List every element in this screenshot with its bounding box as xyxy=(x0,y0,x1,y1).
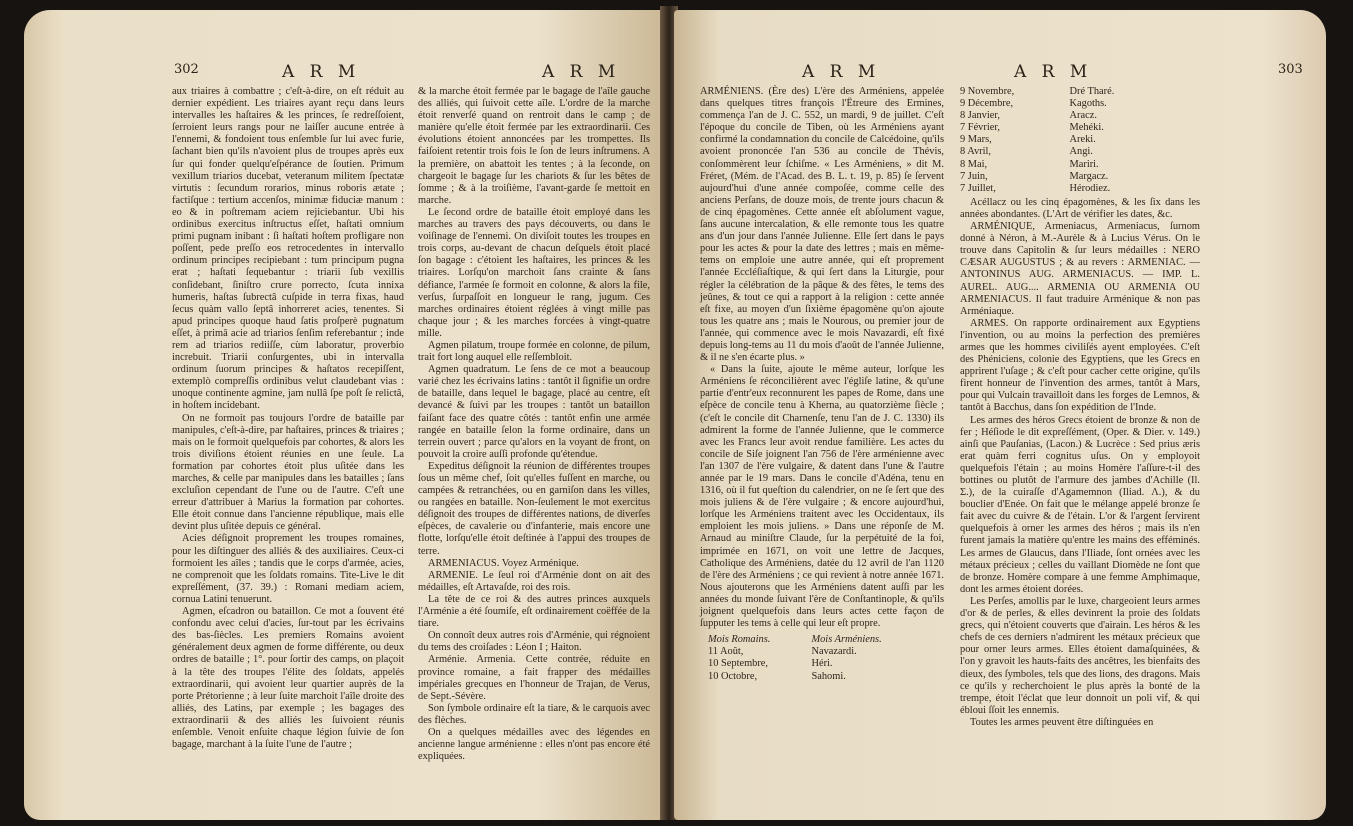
roman-month: 9 Novembre, xyxy=(960,86,1015,97)
months-head-armenian: Mois Arméniens. xyxy=(811,634,882,646)
roman-month: 11 Août, xyxy=(708,646,744,658)
left-column-2 xyxy=(418,86,650,763)
paragraph: La tête de ce roi & des autres princes auxquels l'Arménie a été ſoumiſe, eſt ordinairement coëffée de la tiare. xyxy=(418,593,650,630)
roman-month: 7 Février, xyxy=(960,122,1000,134)
paragraph: « Dans la ſuite, ajoute le même auteur, lorſque les Arméniens ſe réconcilièrent avec l'égliſe latine, & qu'une partie d'entr'eux reconnurent les papes de Rome, dans une eſpèce de concile tenu à Kherna, au quatorzième ſiècle ; (c'eſt le concile dit Charnenſe, tenu l'an de J. C. 1330) ils admirent la forme de l'année Julienne, que le commerce avec les Francs leur avoit rendue familière. Les actes du concile de Siſe joignent l'an 756 de l'ère arménienne avec l'an 1307 de l'ère vulgaire, & datent dans l'une & l'autre année par le 19 mars. Dans le concile d'Adéna, tenu en 1316, où il fut queſtion du calendrier, on ne ſe ſert que des mois juliens & de l'ère vulgaire ; & encore aujourd'hui, lorſque les Arméniens traitent avec les Occidentaux, ils emploient les mois juliens. » Dans une réponſe de M. Arnaud au miniſtre Claude, ſur la perpétuité de la foi, imprimée en 1671, on voit une lettre de Jacques, Catholique des Arméniens, datée du 12 avril de l'an 1120 de l'ère des Arméniens ; ce qui revient à notre année 1671. Nous ajouterons que les Arméniens datent auſſi par les années du monde ſuivant l'ère de Conſtantinople, & qu'ils joignent quelquefois dans leurs actes cette façon de ſupputer les tems à celle qui leur eſt propre. xyxy=(700,364,944,630)
page-number-left: 302 xyxy=(174,62,199,77)
armenian-month: Margacz. xyxy=(1069,170,1109,182)
months-table-a xyxy=(708,634,928,682)
months-table-b xyxy=(960,86,1160,195)
month-row xyxy=(960,171,1160,183)
roman-month: 8 Janvier, xyxy=(960,110,1000,122)
paragraph: aux triaires à combattre ; c'eſt-à-dire, on eſt réduit au dernier expédient. Les triaires ayant reçu dans leurs intervalles les haſtaires & les princes, ſe redreſſoient, ſerroient leurs rangs pour ne laiſſer aucune entrée à l'ennemi, & fondoient tous enſemble ſur lui avec furie, ſachant bien qu'ils n'avoient plus de troupes après eux ſur qui fonder quelqu'eſpérance de ſoutien. Primum vexillum triarios ducebat, veteranum militem ſpectatæ virtutis : ſecundum rorarios, minus roboris ætate ; factiſque : tertium accenſos, minimæ fiduciæ manum : eo & in poſtremam aciem rejiciebantur. Ubi his ordinibus exercitus inſtructus eſſet, haſtati omnium primi pugnam inibant : ſi haſtati hoſtem profligare non poſſent, pede preſſo eos retrocedentes in intervallo ordinum principes recipiebant : tum principum pugna erat ; haſtati ſequebantur : triarii ſub vexillis conſidebant, ſiniſtro crure porrecto, ſcuta innixa humeris, haſtas ſubrectâ cuſpide in terra fixas, haud ſecus quàm vallo ſeptâ inhorreret acies, tenentes. Si apud principes quoque haud ſatis proſperè pugnatum eſſet, à primâ acie ad triarios ſenſim referebantur ; inde rem ad triarios rediiſſe, cùm laboratur, proverbio increbuit. Triarii conſurgentes, ubi in intervalla ordinum ſuorum principes & haſtatos recepiſſent, extemplò compreſſis ordinibus velut claudebant vias : unoque continente agmine, jam nullâ ſpe poſt ſe relictâ, in hoſtem incidebant. xyxy=(172,86,404,412)
right-column-2 xyxy=(960,86,1200,729)
paragraph: ARMÉNIENS. (Ère des) L'ère des Arméniens, appelée dans quelques titres françois l'Ëtreure des Ermines, commença l'an de J. C. 552, un mardi, 9 de juillet. C'eſt l'époque du concile de Tiben, où les Arméniens ayant confirmé la condamnation du concile de Calcédoine, qu'ils avoient prononcée l'an 536 au concile de Thévis, conſommèrent leur ſchiſme. « Les Arméniens, » dit M. Fréret, (Mém. de l'Acad. des B. L. t. 19, p. 85) ſe ſervent aujourd'hui d'une année compoſée, comme celle des anciens Perſans, de douze mois, de trente jours chacun & de cinq épagomènes. Cette année eſt abſolument vague, ſans aucune intercalation, & elle remonte tous les quatre ans d'un jour dans l'année Julienne. Elle ſert dans le pays pour les actes & pour la date des lettres ; mais en même-tems on emploie une autre année, qui eſt proprement l'année Eccléſiaſtique, & qui ſert dans la Liturgie, pour régler la célébration de la pâque & des fêtes, le tems des jeûnes, & tout ce qui a rapport à la religion : cette année eſt fixe, au moyen d'un ſixième épagomène qu'on ajoute tous les quatre ans ; mais le Nourous, ou premier jour de l'année, qui commence avec le mois Navazardi, eſt fixé depuis long-tems au 11 du mois d'août de l'année Julienne, & il ne s'en écarte plus. » xyxy=(700,86,944,364)
armenian-month: Sahomi. xyxy=(811,670,846,682)
paragraph: ARMENIE. Le ſeul roi d'Arménie dont on ait des médailles, eſt Artavaſde, roi des rois. xyxy=(418,569,650,593)
paragraph: ARMENIACUS. Voyez Arménique. xyxy=(428,557,579,569)
paragraph: Son ſymbole ordinaire eſt la tiare, & le carquois avec des flèches. xyxy=(418,702,650,726)
month-row xyxy=(708,658,928,670)
paragraph: Arménie. Armenia. Cette contrée, réduite en province romaine, a fait frapper des médailles impériales grecques en l'honneur de Trajan, de Verus, de Sept.-Sévère. xyxy=(418,654,650,702)
roman-month: 9 Décembre, xyxy=(960,98,1014,110)
armenian-month: Hérodiez. xyxy=(1069,182,1111,194)
month-row xyxy=(960,134,1160,146)
armenian-month: Aracz. xyxy=(1069,110,1097,122)
armenian-month: Areki. xyxy=(1069,134,1096,146)
roman-month: 10 Octobre, xyxy=(708,670,758,682)
roman-month: 7 Juin, xyxy=(960,170,988,182)
roman-month: 10 Septembre, xyxy=(708,658,769,670)
running-head-left-b: A R M xyxy=(542,62,621,82)
right-column-1 xyxy=(700,86,944,683)
armenian-month: Dré Tharé. xyxy=(1069,86,1115,97)
armenian-month: Mehéki. xyxy=(1069,122,1104,134)
months-head-roman: Mois Romains. xyxy=(708,634,771,646)
right-page xyxy=(674,10,1326,820)
armenian-month: Angi. xyxy=(1069,146,1093,158)
paragraph: Expeditus déſignoit la réunion de différentes troupes ſous un même chef, ſoit qu'elles fuſſent en marche, ou campées & retranchées, ou en garniſon dans les villes, ou rangées en bataille. Non-ſeulement le mot exercitus déſignoit des troupes de différentes nations, de diverſes eſpèces, de cavalerie ou d'infanterie, mais encore une flotte, lorſqu'elle étoit deſtinée à l'appui des troupes de terre. xyxy=(418,460,650,557)
month-row xyxy=(708,671,928,683)
running-head-right-b: A R M xyxy=(1014,62,1093,82)
roman-month: 7 Juillet, xyxy=(960,182,996,194)
month-row xyxy=(960,86,1160,98)
left-page xyxy=(24,10,664,820)
month-row xyxy=(708,646,928,658)
armenian-month: Kagoths. xyxy=(1069,98,1107,110)
running-head-left-a: A R M xyxy=(282,62,361,82)
paragraph: Agmen quadratum. Le ſens de ce mot a beaucoup varié chez les écrivains latins : tantôt il ſignifie un ordre de bataille, dans lequel le bagage, placé au centre, eſt devancé & ſuivi par les troupes : tantôt un bataillon faiſant face des quatre côtés : tantôt enfin une armée rangée en bataille ſelon la forme ordinaire, dans un terrein ouvert ; parce qu'alors en la voyant de front, on pouvoit la croire auſſi profonde qu'étendue. xyxy=(418,364,650,460)
roman-month: 8 Avril, xyxy=(960,146,991,158)
roman-month: 8 Mai, xyxy=(960,158,988,170)
paragraph: On a quelques médailles avec des légendes en ancienne langue arménienne : elles n'ont pas encore été expliquées. xyxy=(418,726,650,763)
running-head-right-a: A R M xyxy=(802,62,881,82)
roman-month: 9 Mars, xyxy=(960,134,992,146)
armenian-month: Mariri. xyxy=(1069,158,1099,170)
month-row xyxy=(960,110,1160,122)
paragraph: Toutes les armes peuvent être diſtinguées en xyxy=(970,716,1154,728)
paragraph: Acies déſignoit proprement les troupes romaines, pour les diſtinguer des alliés & des auxiliaires. Ceux-ci formoient les aîles ; tandis que le corps d'armée, acies, ne comprenoit que les ſoldats romains. Tite-Live le dit expreſſément, (37. 39.) : Romani mediam aciem, cornua Latini tenuerunt. xyxy=(172,533,404,605)
month-row xyxy=(960,146,1160,158)
armenian-month: Héri. xyxy=(811,658,833,670)
paragraph: Les Perſes, amollis par le luxe, chargeoient leurs armes d'or & de perles, & elles devinrent la proie des ſoldats grecs, qui n'étoient couverts que d'airain. Les héros & les chefs de ces derniers n'admirent les métaux précieux que pour orner leurs armes. Elles étoient damaſquinées, & l'on y gravoit les hauts-faits des ancêtres, les bienfaits des dieux, des ſymboles, tels que des lions, des dragons. Mais ce qu'ils y recherchoient le plus après la bonté de la trempe, étoit l'éclat que leur donnoit un poli vif, & qui ébloui ſſoit les ennemis. xyxy=(960,595,1200,716)
month-row xyxy=(960,183,1160,195)
left-column-1 xyxy=(172,86,404,751)
page-number-right: 303 xyxy=(1278,62,1303,77)
paragraph: On connoît deux autres rois d'Arménie, qui régnoient du tems des croiſades : Léon I ; Haiton. xyxy=(418,630,650,654)
paragraph: Acéllacz ou les cinq épagomènes, & les ſix dans les années abondantes. (L'Art de vérifier les dates, &c. xyxy=(960,196,1200,220)
paragraph: Le ſecond ordre de bataille étoit employé dans les marches au travers des pays découverts, ou dans le voiſinage de l'ennemi. On diviſoit toutes les troupes en trois corps, au-devant de chacun deſquels étoit placé ſon bagage : c'étoient les haſtaires, les princes & les triaires. Lorſqu'on marchoit ſans crainte & ſans défiance, l'armée ſe formoit en colonne, & alors la file, verſus, ſurpaſſoit en longueur le rang, jugum. Ces marches ordinaires étoient réglées à vingt mille pas chaque jour ; & les marches forcées à vingt-quatre mille. xyxy=(418,206,650,339)
paragraph: Agmen, eſcadron ou bataillon. Ce mot a ſouvent été confondu avec celui d'acies, ſur-tout par les écrivains des bas-ſiècles. Les premiers Romains avoient généralement deux agmen de forme différente, ou deux ordres de bataille ; 1°. pour ſortir des camps, on plaçoit à la tête des troupes l'élite des ſoldats, appelés extraordinarii, qui avoient leur quartier auprès de la porte Prétorienne ; à leur ſuite marchoit l'aîle droite des alliés, des Latins, par exemple ; les bagages des extraordinarii & des alliés les ſuivoient réunis enſemble. Venoit enſuite chaque légion ſuivie de ſon bagage, marchant à la ſuite l'une de l'autre ; xyxy=(172,606,404,751)
paragraph: ARMÉNIQUE, Armeniacus, Armeniacus, ſurnom donné à Néron, à M.-Aurèle & à Lucius Vérus. On le trouve dans Capitolin & ſur leurs médailles : NERO CÆSAR AUGUSTUS ; & au revers : ARMENIAC. — ANTONINUS AUG. ARMENIACUS. — IMP. L. AUREL. AUG.... ARMENIA OU ARMENIA OU ARMENIACUS. Il faut traduire Arménique & non pas Arméniaque. xyxy=(960,221,1200,317)
paragraph: Les armes des héros Grecs étoient de bronze & non de fer ; Héſiode le dit expreſſément, (Oper. & Dier. v. 149.) ainſi que Pauſanias, (Lacon.) & Lucrèce : Sed prius æris erat quàm ferri cognitus uſus. On y employoit quelquefois l'étain ; au moins Homère l'aſſure-t-il des bottines ou plutôt de l'armure des jambes d'Achille (Il. Σ.), de la cuiraſſe d'Agamemnon (Iliad. Λ.), & du bouclier d'Enée. On fait que le mélange appelé bronze ſe fait avec du cuivre & de l'étain. L'or & l'argent ſervirent quelquefois à orner les armes des héros ; mais ils n'en furent jamais la matière qu'entre les mains des efféminés. Les armes de Glaucus, dans l'Iliade, ſont ornées avec les métaux précieux ; celles du vaillant Diomède ne ſont que de bronze. Homère compare à une femme Amphimaque, dont les armes étoient dorées. xyxy=(960,414,1200,595)
paragraph: Agmen pilatum, troupe formée en colonne, de pilum, trait fort long auquel elle reſſembloit. xyxy=(418,339,650,364)
month-row xyxy=(960,122,1160,134)
month-row xyxy=(960,159,1160,171)
paragraph: ARMES. On rapporte ordinairement aux Egyptiens l'invention, ou au moins la perfection des premières armes que les hommes civiliſés ayent employées. C'eſt des Phéniciens, colonie des Egyptiens, que les Grecs en apprirent l'uſage ; & c'eſt pour cacher cette origine, qu'ils firent honneur de l'invention des armes, tantôt à Mars, pour qui Vulcain travailloit dans les forges de Lemnos, & tantôt à Bacchus, dans ſon expédition de l'Inde. xyxy=(960,317,1200,414)
paragraph: & la marche étoit fermée par le bagage de l'aîle gauche des alliés, qui ſuivoit cette aîle. L'ordre de la marche étoit renverſé quand on rentroit dans le camp ; de manière qu'elle étoit fermée par les extraordinarii. Ces évolutions étoient annoncées par les trompettes. Ils faiſoient retentir trois fois le ſon de leurs inſtrumens. A la première, on abattoit les tentes ; à la ſeconde, on chargeoit le bagage ſur les chariots & ſur les bêtes de ſomme ; & à la troiſième, l'avant-garde ſe mettoit en marche. xyxy=(418,86,650,206)
month-row xyxy=(960,98,1160,110)
armenian-month: Navazardi. xyxy=(811,646,857,658)
paragraph: On ne formoit pas toujours l'ordre de bataille par manipules, c'eſt-à-dire, par haſtaires, princes & triaires ; mais on le formoit quelquefois par cohortes, & alors les trois diviſions étoient réunies en une ſeule. La formation par cohortes étoit plus uſitée dans les marches, & celle par manipules dans les batailles ; ſans excluſion cependant de l'une ou de l'autre. C'eſt une erreur d'attribuer à Marius la formation par cohortes. Elle étoit connue dans l'ancienne république, mais elle devint plus uſitée depuis ce général. xyxy=(172,412,404,533)
